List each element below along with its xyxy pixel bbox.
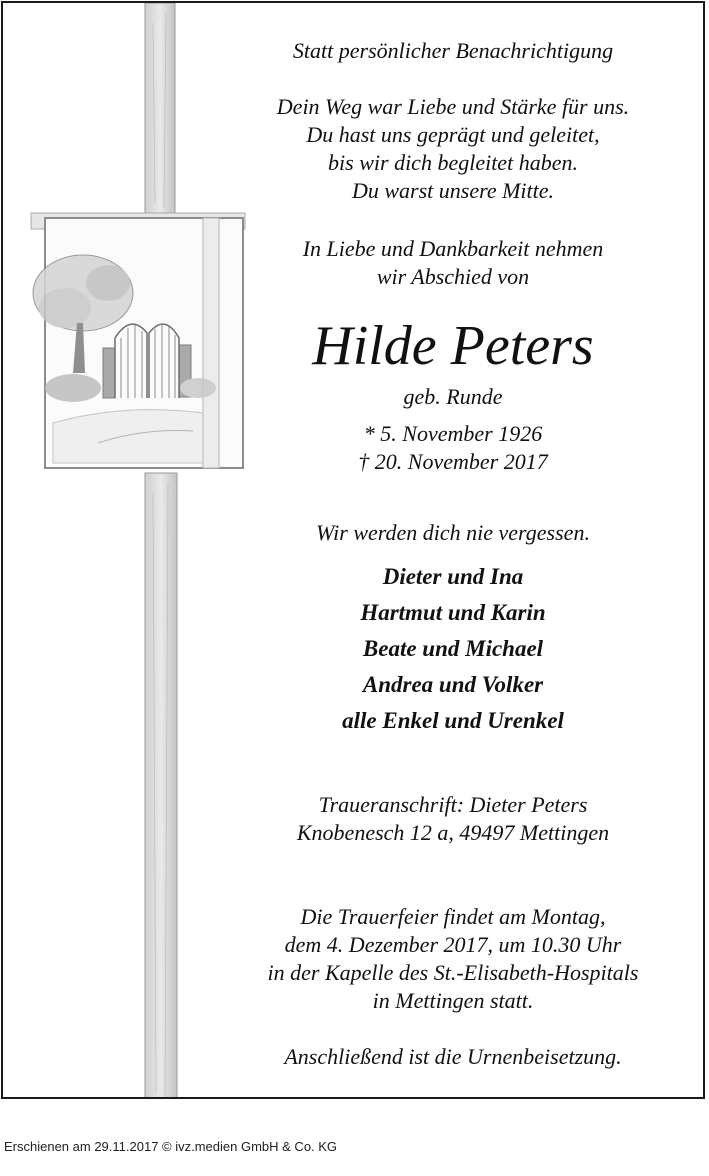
- service-line: in der Kapelle des St.-Elisabeth-Hospitals: [267, 960, 639, 985]
- farewell-line: wir Abschied von: [376, 264, 530, 289]
- intro-line: Statt persönlicher Benachrichtigung: [292, 38, 614, 63]
- mourner-line: Beate und Michael: [362, 636, 544, 661]
- mourner-line: Dieter und Ina: [382, 564, 524, 589]
- obituary-notice: [1, 1, 705, 1099]
- maiden-name: geb. Runde: [403, 384, 503, 409]
- closing-line: Wir werden dich nie vergessen.: [316, 520, 590, 545]
- service-line: Die Trauerfeier findet am Montag,: [300, 904, 606, 929]
- deceased-name: Hilde Peters: [312, 315, 594, 377]
- address-line: Knobenesch 12 a, 49497 Mettingen: [296, 820, 610, 845]
- poem-line: bis wir dich begleitet haben.: [328, 150, 578, 175]
- poem-line: Du hast uns geprägt und geleitet,: [306, 122, 600, 147]
- mourner-line: Andrea und Volker: [362, 672, 544, 697]
- mourner-line: Hartmut und Karin: [360, 600, 546, 625]
- address-line: Traueranschrift: Dieter Peters: [318, 792, 588, 817]
- service-line: dem 4. Dezember 2017, um 10.30 Uhr: [284, 932, 622, 957]
- birth-date: * 5. November 1926: [363, 421, 543, 446]
- service-line: in Mettingen statt.: [372, 988, 534, 1013]
- mourner-line: alle Enkel und Urenkel: [342, 708, 564, 733]
- poem-line: Du warst unsere Mitte.: [351, 178, 555, 203]
- farewell-line: In Liebe und Dankbarkeit nehmen: [302, 236, 604, 261]
- burial-line: Anschließend ist die Urnenbeisetzung.: [284, 1044, 622, 1069]
- publication-footer: Erschienen am 29.11.2017 © ivz.medien GmbH & Co. KG: [4, 1139, 338, 1154]
- poem-line: Dein Weg war Liebe und Stärke für uns.: [276, 94, 630, 119]
- death-date: † 20. November 2017: [358, 449, 548, 474]
